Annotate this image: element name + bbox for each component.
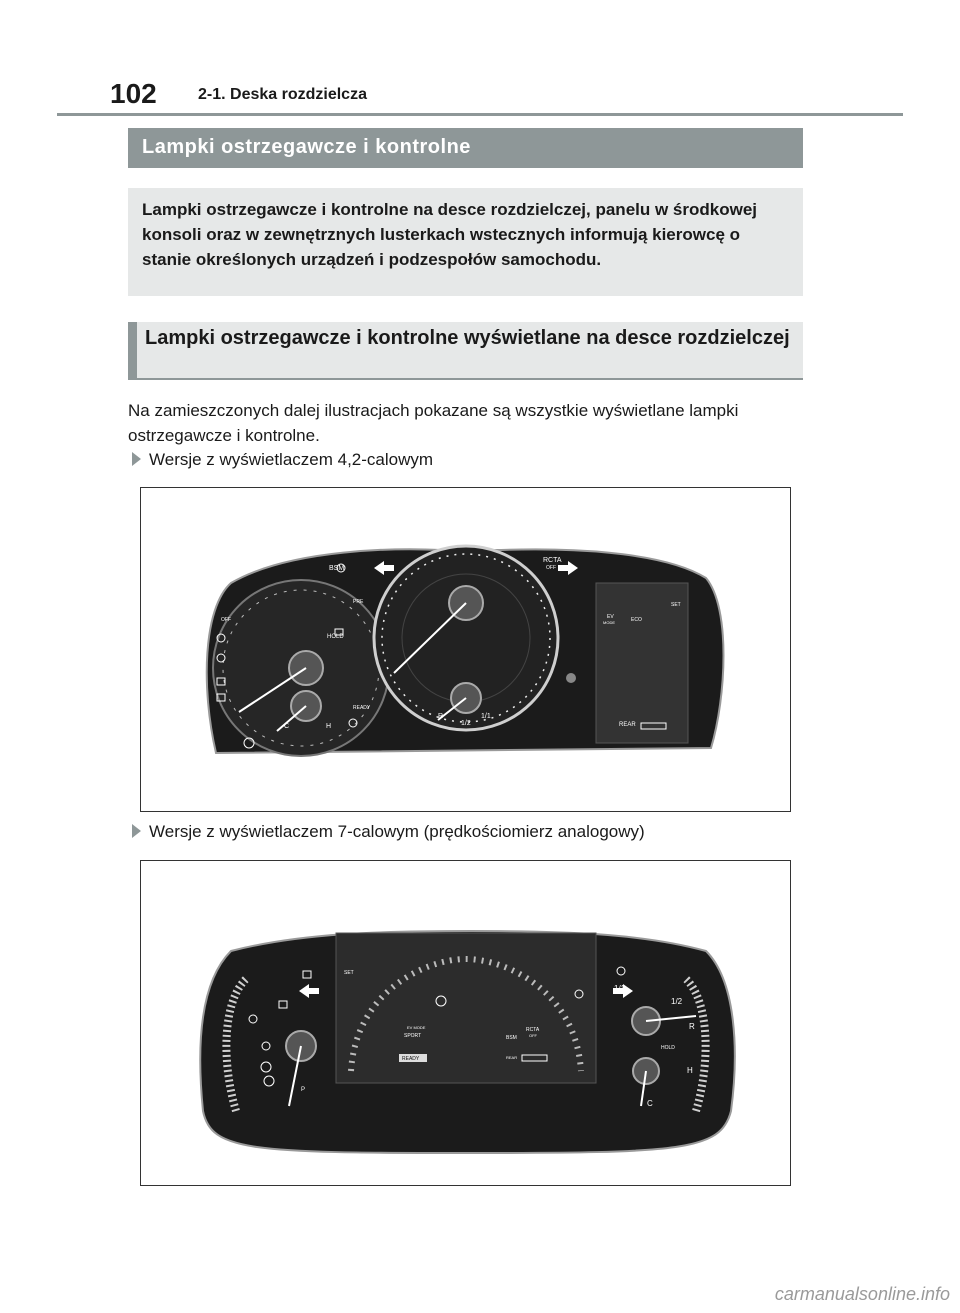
body-paragraph: Na zamieszczonych dalej ilustracjach pokazane są wszystkie wyświetlane lampki ostrzegawcze i kontrolne. (128, 401, 739, 445)
label-c: C (284, 723, 290, 730)
label-rcta-off: OFF (546, 565, 556, 571)
header-divider (57, 113, 903, 116)
label-hold: HOLD (661, 1045, 675, 1051)
label-set: SET (671, 602, 681, 608)
label-mode: MODE (603, 620, 615, 625)
label-c: C (647, 1099, 653, 1108)
label-hold: HOLD (327, 634, 344, 640)
watermark: carmanualsonline.info (774, 1284, 950, 1304)
label-off: OFF (221, 617, 231, 623)
label-r: R (689, 1022, 695, 1031)
label-rcta: RCTA (526, 1027, 540, 1033)
label-set: SET (344, 970, 354, 976)
cluster-illustration-4-2 (140, 487, 791, 812)
indicator-dot-icon (566, 673, 576, 683)
label-sport: SPORT (404, 1033, 422, 1039)
label-eco: ECO (631, 617, 642, 623)
label-full: 1/1 (481, 713, 491, 720)
label-ev: EV (607, 614, 614, 620)
page-number: 102 (110, 78, 157, 109)
bullet-triangle-icon (132, 824, 141, 838)
label-r: R (438, 713, 444, 720)
chapter-title: 2-1. Deska rozdzielcza (198, 86, 367, 103)
label-rear: REAR (506, 1055, 518, 1060)
label-half: 1/2 (671, 997, 683, 1006)
bullet-label: Wersje z wyświetlaczem 7-calowym (prędkościomierz analogowy) (149, 822, 645, 841)
speedometer-gauge (374, 546, 558, 730)
label-off: OFF (529, 1033, 537, 1038)
intro-box: Lampki ostrzegawcze i kontrolne na desce rozdzielczej, panelu w środkowej konsoli oraz w zewnętrznych lusterkach wstecznych informują kierowcę o stanie określonych urządzeń i podzespołów samochodu. (128, 188, 803, 296)
left-gauge (213, 580, 389, 756)
label-rear: REAR (619, 722, 636, 728)
label-half: 1/2 (461, 720, 471, 727)
label-ev-mode: EV MODE (407, 1025, 426, 1030)
center-display (336, 933, 596, 1083)
label-full: 1/1 (614, 984, 626, 993)
label-h: H (326, 723, 332, 730)
label-ready: READY (353, 705, 371, 711)
label-ready: READY (402, 1056, 420, 1062)
bullet-item (132, 450, 433, 470)
section-title: Lampki ostrzegawcze i kontrolne (128, 128, 803, 168)
cluster-illustration-7 (140, 860, 791, 1186)
bullet-item (132, 822, 645, 842)
bullet-triangle-icon (132, 452, 141, 466)
label-bsm: BSM (506, 1035, 517, 1041)
label-pre: PRE (353, 599, 364, 605)
bullet-label: Wersje z wyświetlaczem 4,2-calowym (149, 450, 434, 469)
label-rcta: RCTA (543, 557, 562, 564)
subsection-title: Lampki ostrzegawcze i kontrolne wyświetlane na desce rozdzielczej (128, 322, 803, 380)
label-bsm: BSM (329, 565, 345, 572)
label-h: H (687, 1066, 693, 1075)
label-p: P (301, 1087, 306, 1093)
